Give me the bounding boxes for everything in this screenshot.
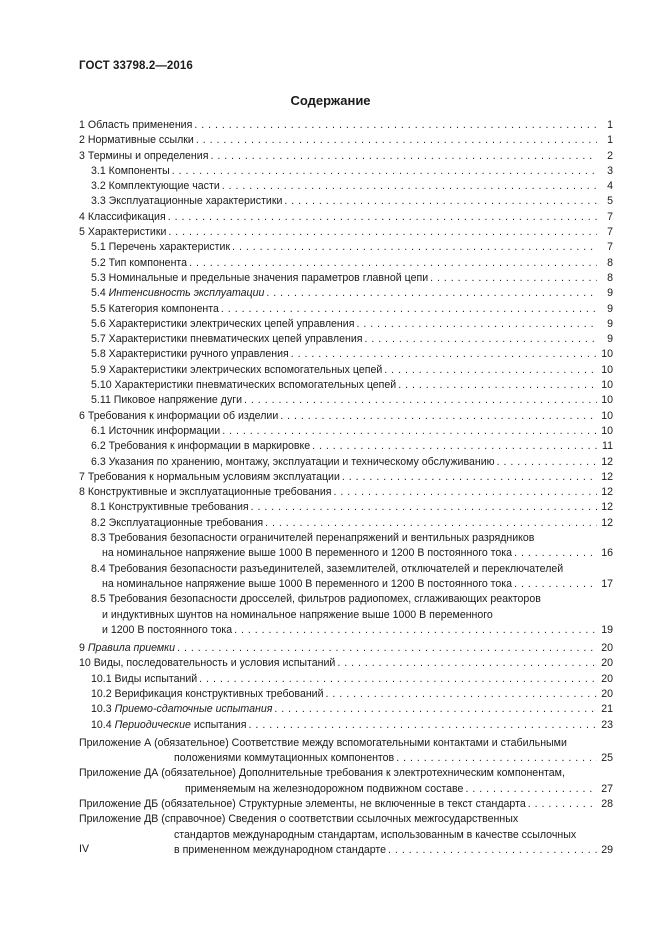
toc-entry-title: Приложение ДБ (обязательное) Структурные элементы, не включенные в текст стандарта <box>79 798 526 811</box>
toc-entry[interactable] <box>79 332 613 347</box>
document-code: ГОСТ 33798.2—2016 <box>79 60 193 72</box>
toc-page-number: 10 <box>601 363 613 376</box>
toc-entry[interactable] <box>79 439 613 454</box>
toc-page-number: 17 <box>601 577 613 590</box>
toc-page-number: 10 <box>601 424 613 437</box>
toc-leader-dots <box>222 424 597 439</box>
toc-entry-title: Приложение ДА (обязательное) Дополнительные требования к электротехническим компонентам, <box>79 767 565 780</box>
toc-leader-dots <box>274 702 597 717</box>
toc-entry[interactable] <box>79 766 613 797</box>
toc-entry-title: 5.10 Характеристики пневматических вспомогательных цепей <box>91 379 397 392</box>
toc-entry-title: 6 Требования к информации об изделии <box>79 409 279 422</box>
toc-page-number: 4 <box>607 180 613 193</box>
toc-leader-dots <box>168 225 597 240</box>
toc-leader-dots <box>388 843 597 858</box>
toc-page-number: 20 <box>601 687 613 700</box>
toc-page-number: 9 <box>607 317 613 330</box>
toc-leader-dots <box>337 656 597 671</box>
toc-entry[interactable] <box>79 194 613 209</box>
toc-page-number: 12 <box>601 455 613 468</box>
page-number: IV <box>79 843 90 855</box>
toc-leader-dots <box>396 751 597 766</box>
toc-entry-title: 5.2 Тип компонента <box>91 256 188 269</box>
toc-entry[interactable] <box>79 256 613 271</box>
toc-page-number: 12 <box>601 486 613 499</box>
toc-entry-title: 5.7 Характеристики пневматических цепей управления <box>91 333 363 346</box>
toc-entry[interactable] <box>79 424 613 439</box>
toc-leader-dots <box>514 546 597 561</box>
toc-entry[interactable] <box>79 271 613 286</box>
toc-leader-dots <box>189 256 597 271</box>
toc-entry[interactable] <box>79 286 613 301</box>
toc-page-number: 2 <box>607 149 613 162</box>
toc-entry[interactable] <box>79 592 613 638</box>
toc-entry[interactable] <box>79 149 613 164</box>
toc-leader-dots <box>222 179 597 194</box>
toc-entry-title: применяемым на железнодорожном подвижном составе <box>185 782 464 795</box>
toc-entry-title: 3 Термины и определения <box>79 149 209 162</box>
toc-entry[interactable] <box>79 812 613 858</box>
toc-entry-title: 8.2 Эксплуатационные требования <box>91 516 264 529</box>
toc-entry[interactable] <box>79 641 613 656</box>
toc-leader-dots <box>251 500 597 515</box>
toc-leader-dots <box>232 240 597 255</box>
toc-entry-title: 5 Характеристики <box>79 226 167 239</box>
toc-page-number: 20 <box>601 642 613 655</box>
toc-leader-dots <box>364 332 597 347</box>
toc-entry-title: 8.5 Требования безопасности дросселей, фильтров радиопомех, сглаживающих реакторов <box>91 593 541 606</box>
toc-entry-title: 8 Конструктивные и эксплуатационные требования <box>79 486 332 499</box>
toc-entry-title: 5.11 Пиковое напряжение дуги <box>91 394 243 407</box>
toc-entry-title: 8.4 Требования безопасности разъединителей, заземлителей, отключателей и переключателей <box>91 562 564 575</box>
toc-entry[interactable] <box>79 302 613 317</box>
table-of-contents <box>79 118 613 858</box>
toc-entry-title: и 1200 В постоянного тока <box>102 623 233 636</box>
toc-page-number: 10 <box>601 409 613 422</box>
toc-entry-title: на номинальное напряжение выше 1000 В переменного и 1200 В постоянного тока <box>102 547 513 560</box>
toc-leader-dots <box>342 470 597 485</box>
toc-page-number: 28 <box>601 798 613 811</box>
toc-leader-dots <box>265 516 597 531</box>
toc-page-number: 12 <box>601 516 613 529</box>
toc-leader-dots <box>172 164 597 179</box>
toc-page-number: 12 <box>601 501 613 514</box>
toc-leader-dots <box>356 317 597 332</box>
toc-entry-title: 6.1 Источник информации <box>91 424 221 437</box>
toc-leader-dots <box>280 409 597 424</box>
toc-page-number: 19 <box>601 623 613 636</box>
toc-entry-title: 2 Нормативные ссылки <box>79 134 194 147</box>
toc-page-number: 1 <box>607 119 613 131</box>
toc-leader-dots <box>168 210 597 225</box>
toc-leader-dots <box>528 797 597 812</box>
toc-entry[interactable] <box>79 164 613 179</box>
toc-leader-dots <box>194 118 597 133</box>
toc-entry-title: 4 Классификация <box>79 210 166 223</box>
toc-entry-title: 10.4 Периодические испытания <box>91 718 247 731</box>
toc-entry-title: Приложение А (обязательное) Соответствие между вспомогательными контактами и стабильными <box>79 736 567 749</box>
page-title: Содержание <box>290 93 371 108</box>
toc-page-number: 3 <box>607 164 613 177</box>
toc-page-number: 5 <box>607 195 613 208</box>
toc-entry-title: 7 Требования к нормальным условиям эксплуатации <box>79 470 340 483</box>
toc-entry[interactable] <box>79 240 613 255</box>
toc-entry-title: в примененном международном стандарте <box>174 843 387 856</box>
toc-entry-title: положениями коммутационных компонентов <box>174 752 395 765</box>
toc-entry-title: 3.3 Эксплуатационные характеристики <box>91 195 283 208</box>
toc-page-number: 7 <box>607 226 613 239</box>
toc-entry-title: 5.5 Категория компонента <box>91 302 219 315</box>
toc-leader-dots <box>196 133 597 148</box>
toc-page-number: 10 <box>601 379 613 392</box>
toc-entry-title: 1 Область применения <box>79 119 193 131</box>
toc-page-number: 7 <box>607 241 613 254</box>
toc-page-number: 8 <box>607 256 613 269</box>
toc-entry-title: 10.2 Верификация конструктивных требований <box>91 687 324 700</box>
toc-entry[interactable] <box>79 378 613 393</box>
toc-leader-dots <box>234 623 597 638</box>
toc-entry-title: 9 Правила приемки <box>79 642 176 655</box>
toc-leader-dots <box>291 347 597 362</box>
toc-entry-title: 8.3 Требования безопасности ограничителей перенапряжений и вентильных разрядников <box>91 532 535 545</box>
toc-entry-title: стандартов международным стандартам, использованным в качестве ссылочных <box>174 828 577 841</box>
toc-entry-title: 5.6 Характеристики электрических цепей управления <box>91 317 355 330</box>
toc-entry-title: Приложение ДВ (справочное) Сведения о соответствии ссылочных межгосударственных <box>79 813 519 826</box>
toc-leader-dots <box>249 718 597 733</box>
toc-page-number: 10 <box>601 348 613 361</box>
toc-entry[interactable] <box>79 179 613 194</box>
toc-page-number: 11 <box>602 440 613 453</box>
toc-leader-dots <box>199 672 597 687</box>
toc-page-number: 9 <box>607 287 613 300</box>
toc-entry-title: 6.3 Указания по хранению, монтажу, эксплуатации и техническому обслуживанию <box>91 455 495 468</box>
toc-entry[interactable] <box>79 317 613 332</box>
toc-leader-dots <box>384 363 597 378</box>
toc-page-number: 21 <box>601 703 613 716</box>
toc-entry-title: 5.4 Интенсивность эксплуатации <box>91 287 265 300</box>
toc-page-number: 20 <box>601 672 613 685</box>
toc-entry[interactable] <box>79 687 613 702</box>
toc-leader-dots <box>244 393 597 408</box>
toc-entry-title: 5.8 Характеристики ручного управления <box>91 348 289 361</box>
toc-entry[interactable] <box>79 133 613 148</box>
toc-entry-title: 6.2 Требования к информации в маркировке <box>91 440 311 453</box>
toc-entry[interactable] <box>79 225 613 240</box>
toc-entry-title: 10 Виды, последовательность и условия испытаний <box>79 657 336 670</box>
toc-entry[interactable] <box>79 363 613 378</box>
toc-page-number: 1 <box>607 134 613 147</box>
toc-page-number: 20 <box>601 657 613 670</box>
toc-leader-dots <box>221 302 597 317</box>
toc-entry[interactable] <box>79 500 613 515</box>
toc-entry-title: 8.1 Конструктивные требования <box>91 501 249 514</box>
toc-entry[interactable] <box>79 118 613 133</box>
toc-page-number: 25 <box>601 752 613 765</box>
toc-leader-dots <box>312 439 597 454</box>
toc-entry-title: 5.9 Характеристики электрических вспомогательных цепей <box>91 363 383 376</box>
toc-leader-dots <box>497 455 597 470</box>
toc-entry[interactable] <box>79 562 613 593</box>
toc-page-number: 27 <box>601 782 613 795</box>
toc-entry[interactable] <box>79 718 613 733</box>
toc-entry[interactable] <box>79 470 613 485</box>
toc-entry[interactable] <box>79 736 613 767</box>
toc-page-number: 10 <box>601 394 613 407</box>
toc-page-number: 16 <box>601 547 613 560</box>
toc-leader-dots <box>326 687 597 702</box>
toc-entry[interactable] <box>79 210 613 225</box>
toc-entry-title: 3.2 Комплектующие части <box>91 180 220 193</box>
toc-entry[interactable] <box>79 485 613 500</box>
toc-page-number: 7 <box>607 210 613 223</box>
toc-entry[interactable] <box>79 656 613 671</box>
toc-entry-title: 5.3 Номинальные и предельные значения параметров главной цепи <box>91 271 429 284</box>
toc-page-number: 29 <box>601 843 613 856</box>
toc-leader-dots <box>177 641 597 656</box>
toc-entry[interactable] <box>79 455 613 470</box>
toc-entry-title: 5.1 Перечень характеристик <box>91 241 231 254</box>
toc-page-number: 8 <box>607 271 613 284</box>
toc-entry-title: 3.1 Компоненты <box>91 164 170 177</box>
toc-page-number: 12 <box>601 470 613 483</box>
toc-leader-dots <box>266 286 597 301</box>
toc-leader-dots <box>210 149 597 164</box>
toc-page-number: 9 <box>607 302 613 315</box>
toc-entry-title: 10.3 Приемо-сдаточные испытания <box>91 703 273 716</box>
toc-entry[interactable] <box>79 516 613 531</box>
toc-page-number: 23 <box>601 718 613 731</box>
toc-entry[interactable] <box>79 672 613 687</box>
toc-leader-dots <box>334 485 597 500</box>
toc-entry[interactable] <box>79 702 613 717</box>
toc-leader-dots <box>430 271 597 286</box>
toc-entry-title: 10.1 Виды испытаний <box>91 672 198 685</box>
toc-page-number: 9 <box>607 333 613 346</box>
toc-entry[interactable] <box>79 347 613 362</box>
toc-leader-dots <box>514 577 597 592</box>
toc-entry[interactable] <box>79 531 613 562</box>
toc-entry[interactable] <box>79 409 613 424</box>
toc-leader-dots <box>465 782 597 797</box>
toc-entry[interactable] <box>79 797 613 812</box>
toc-entry-title: и индуктивных шунтов на номинальное напряжение выше 1000 В переменного <box>102 608 493 621</box>
toc-entry-title: на номинальное напряжение выше 1000 В переменного и 1200 В постоянного тока <box>102 577 513 590</box>
toc-leader-dots <box>398 378 597 393</box>
toc-leader-dots <box>284 194 597 209</box>
toc-entry[interactable] <box>79 393 613 408</box>
